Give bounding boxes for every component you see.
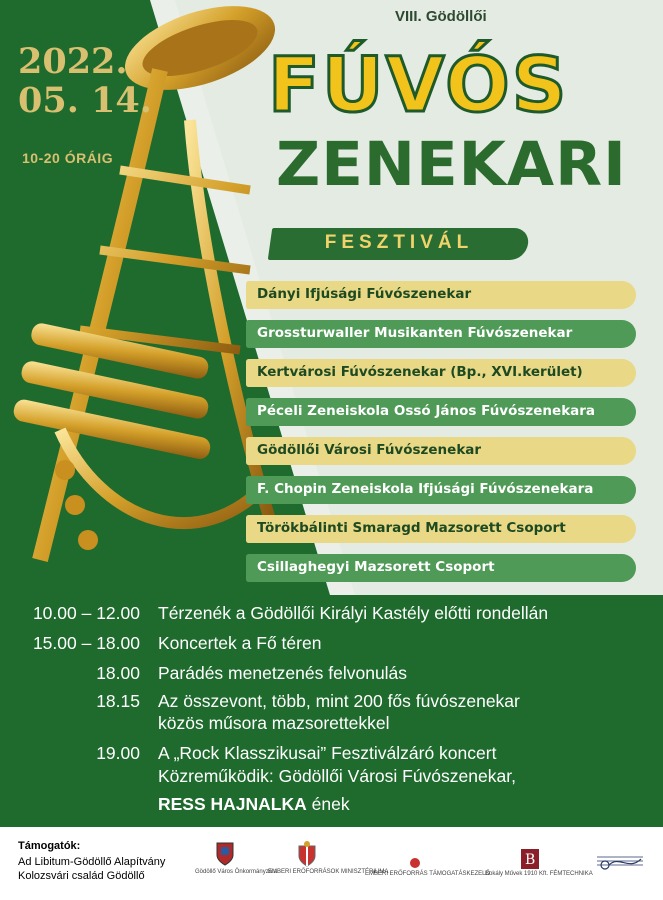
band-name: Gödöllői Városi Fúvószenekar — [257, 442, 482, 458]
band-item — [246, 359, 636, 387]
b-letter-icon — [521, 849, 539, 869]
schedule-description: Közreműködik: Gödöllői Városi Fúvószenekar, — [158, 766, 516, 786]
date-day: 05. 14. — [18, 80, 152, 121]
band-item — [246, 476, 636, 504]
band-name: Csillaghegyi Mazsorett Csoport — [257, 559, 495, 575]
crest-icon — [215, 841, 235, 867]
edition-label: VIII. Gödöllői — [395, 8, 487, 25]
band-name: F. Chopin Zeneiskola Ifjúsági Fúvószenekara — [257, 481, 594, 497]
logo-caption: Gödöllő Város Önkormányzata — [195, 869, 278, 875]
coat-of-arms-icon — [297, 841, 317, 867]
sponsor-logo — [365, 857, 491, 877]
schedule-time: 15.00 – 18.00 — [32, 633, 140, 653]
performer-name: RESS HAJNALKA — [158, 794, 307, 814]
band-name: Grossturwaller Musikanten Fúvószenekar — [257, 325, 573, 341]
band-name: Kertvárosi Fúvószenekar (Bp., XVI.kerület) — [257, 364, 583, 380]
sponsor-logo — [268, 841, 389, 875]
logo-caption: Bokály Művek 1910 Kft. FÉMTECHNIKA — [485, 871, 593, 877]
logo-caption: EMBERI ERŐFORRÁS TÁMOGATÁSKEZELŐ — [365, 871, 491, 877]
opening-hours: 10-20 ÓRÁIG — [22, 150, 114, 166]
poster-title-sub: ZENEKARI — [276, 129, 627, 200]
band-item — [246, 320, 636, 348]
program-schedule — [0, 595, 663, 827]
band-name: Péceli Zeneiskola Ossó János Fúvószenekara — [257, 403, 596, 419]
band-name: Dányi Ifjúsági Fúvószenekar — [257, 286, 472, 302]
music-staff-icon — [595, 851, 645, 873]
logo-caption: EMBERI ERŐFORRÁSOK MINISZTÉRIUMA — [268, 869, 389, 875]
poster-title-main: FÚVÓS — [268, 40, 569, 129]
schedule-description: A „Rock Klasszikusai” Fesztiválzáró koncert — [158, 743, 497, 763]
sponsor-name: Kolozsvári család Gödöllő — [18, 870, 145, 882]
festival-label: FESZTIVÁL — [324, 232, 474, 253]
band-item — [246, 554, 636, 582]
band-name: Törökbálinti Smaragd Mazsorett Csoport — [257, 520, 566, 536]
schedule-time: 10.00 – 12.00 — [32, 603, 140, 623]
performer-role: ének — [306, 794, 350, 814]
sponsor-logo — [485, 849, 593, 877]
band-item — [246, 515, 636, 543]
schedule-time: 18.00 — [96, 663, 140, 683]
sponsor-logo — [590, 851, 650, 875]
band-item — [246, 437, 636, 465]
band-item — [246, 281, 636, 309]
svg-text:B: B — [525, 852, 536, 868]
schedule-description: Koncertek a Fő téren — [158, 633, 322, 653]
schedule-time: 19.00 — [96, 743, 140, 763]
band-item — [246, 398, 636, 426]
sponsors-title: Támogatók: — [18, 840, 81, 852]
sponsor-name: Ad Libitum-Gödöllő Alapítvány — [18, 856, 166, 868]
event-date — [18, 42, 152, 120]
schedule-description: közös műsora mazsorettekkel — [158, 713, 390, 733]
date-year: 2022. — [18, 41, 128, 82]
sponsors-footer — [0, 827, 663, 900]
emblem-icon — [409, 857, 421, 869]
schedule-description: Parádés menetzenés felvonulás — [158, 663, 408, 683]
sponsor-logo — [195, 841, 278, 875]
performer-line — [158, 794, 350, 815]
schedule-description: Az összevont, több, mint 200 fős fúvószenekar — [158, 691, 520, 711]
schedule-description: Térzenék a Gödöllői Királyi Kastély előtti rondellán — [158, 603, 549, 623]
schedule-time: 18.15 — [96, 691, 140, 711]
